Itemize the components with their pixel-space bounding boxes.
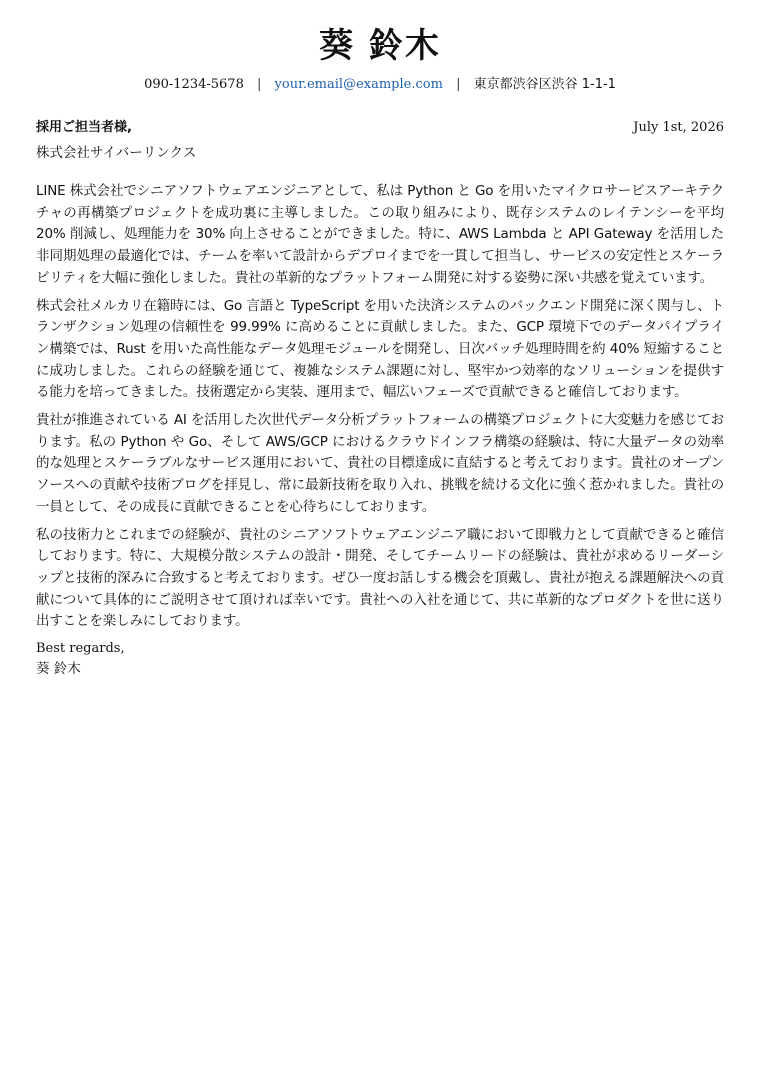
applicant-name: 葵 鈴木 xyxy=(319,26,441,66)
body-paragraph: LINE 株式会社でシニアソフトウェアエンジニアとして、私は Python と Go を用いたマイクロサービスアーキテクチャの再構築プロジェクトを成功裏に主導しました。この取り組みにより、既存システムのレイテンシーを平均 20% 削減し、処理能力を 30% 向上させることができました。特に、AWS Lambda と API Gateway を活用した非同期処理の最適化では、チームを率いて設計からデプロイまでを一貫して担当し、サービスの安定性とスケーラビリティを大幅に強化しました。貴社の革新的なプラットフォーム開発に対する姿勢に深い共感を覚えています。 xyxy=(36,183,724,286)
email-link[interactable]: your.email@example.com xyxy=(274,77,443,92)
body-paragraph: 私の技術力とこれまでの経験が、貴社のシニアソフトウェアエンジニア職において即戦力として貢献できると確信しております。特に、大規模分散システムの設計・開発、そしてチームリードの経験は、貴社が求めるリーダーシップと技術的深みに合致すると考えております。ぜひ一度お話しする機会を頂戴し、貴社が抱える課題解決への貢献について具体的にご説明させて頂ければ幸いです。貴社への入社を通じて、共に革新的なプロダクトを世に送り出すことを楽しみにしております。 xyxy=(36,526,724,630)
phone-number: 090-1234-5678 xyxy=(144,77,244,92)
cover-letter-page xyxy=(36,24,724,679)
contact-separator: | xyxy=(257,77,262,92)
salutation-row xyxy=(36,118,724,138)
letter-body xyxy=(36,181,724,633)
signature: 葵 鈴木 xyxy=(36,661,81,678)
address: 東京都渋谷区渋谷 1-1-1 xyxy=(473,77,616,92)
contact-separator: | xyxy=(456,77,461,92)
letter-date: July 1st, 2026 xyxy=(633,120,724,135)
body-paragraph: 株式会社メルカリ在籍時には、Go 言語と TypeScript を用いた決済システムのバックエンド開発に深く関与し、トランザクション処理の信頼性を 99.99% に高めることに貢献しました。また、GCP 環境下でのデータパイプライン構築では、Rust を用いた高性能なデータ処理モジュールを開発し、日次バッチ処理時間を約 40% 短縮することに成功しました。これらの経験を通じて、複雑なシステム課題に対し、堅牢かつ効率的なソリューションを提供する能力を培ってきました。技術選定から実装、運用まで、幅広いフェーズで貢献できると確信しております。 xyxy=(36,297,724,401)
contact-line xyxy=(36,76,724,94)
body-paragraph: 貴社が推進されている AI を活用した次世代データ分析プラットフォームの構築プロジェクトに大変魅力を感じております。私の Python や Go、そして AWS/GCP におけるクラウドインフラ構築の経験は、特に大量データの効率的な処理とスケーラブルなサービス運用において、貴社の目標達成に直結すると考えております。貴社のオープンソースへの貢献や技術ブログを拝見し、常に最新技術を取り入れ、挑戦を続ける文化に強く惹かれました。貴社の一員として、その成長に貢献できることを心待ちにしております。 xyxy=(36,412,724,515)
closing: Best regards, xyxy=(36,641,125,657)
recipient-company: 株式会社サイバーリンクス xyxy=(36,145,197,161)
salutation: 採用ご担当者様, xyxy=(36,120,132,135)
